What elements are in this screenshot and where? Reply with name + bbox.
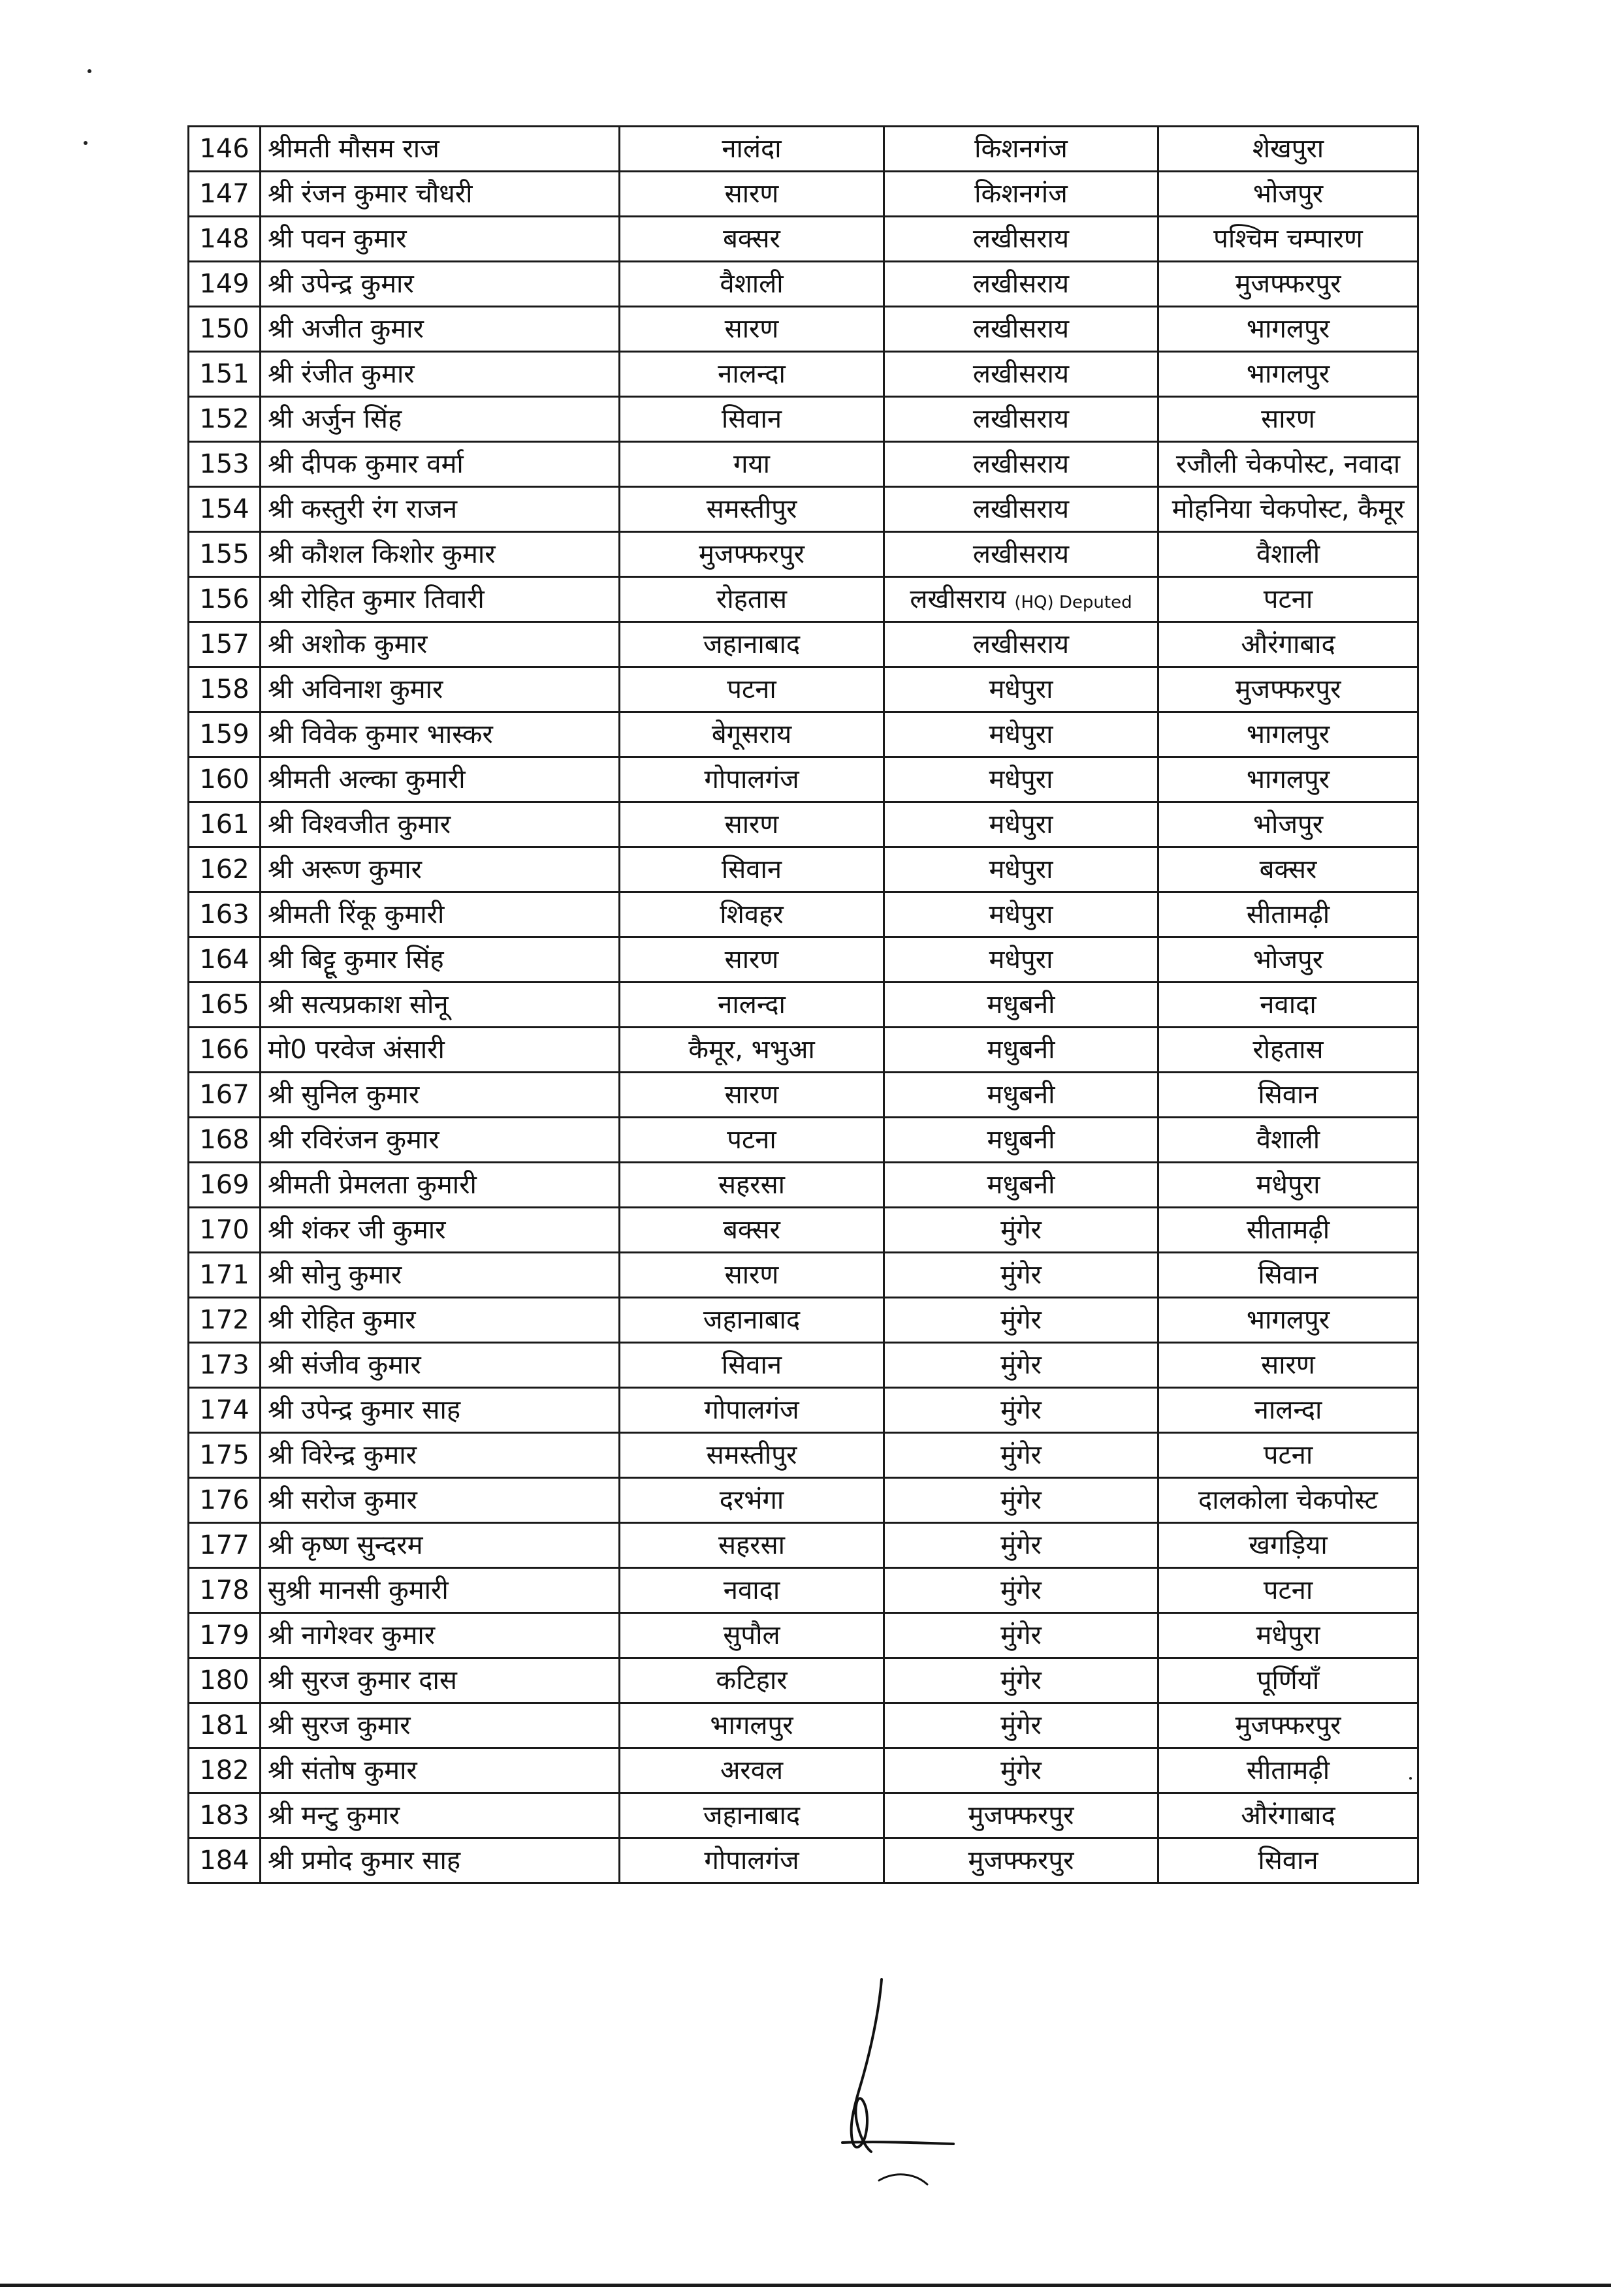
table-row xyxy=(189,1118,1418,1163)
serial-number-cell: 161 xyxy=(189,802,261,847)
officer-name-cell: श्री अरूण कुमार xyxy=(261,847,620,892)
serial-number-cell: 153 xyxy=(189,442,261,487)
table-row xyxy=(189,937,1418,983)
officer-name-cell: श्री शंकर जी कुमार xyxy=(261,1208,620,1253)
serial-number-cell: 167 xyxy=(189,1073,261,1118)
serial-number-cell: 174 xyxy=(189,1388,261,1433)
new-posting-cell: पश्चिम चम्पारण xyxy=(1158,217,1418,262)
table-row xyxy=(189,352,1418,397)
new-posting-cell: पटना xyxy=(1158,1433,1418,1478)
officer-name-cell: मो0 परवेज अंसारी xyxy=(261,1028,620,1073)
table-row xyxy=(189,1793,1418,1838)
table-row xyxy=(189,1388,1418,1433)
table-row xyxy=(189,1028,1418,1073)
table-row xyxy=(189,1748,1418,1793)
current-posting-cell: मधुबनी xyxy=(884,983,1158,1028)
officer-name-cell: श्री नागेश्वर कुमार xyxy=(261,1613,620,1658)
table-row xyxy=(189,1343,1418,1388)
new-posting-cell: शेखपुरा xyxy=(1158,127,1418,172)
new-posting-cell: सारण xyxy=(1158,1343,1418,1388)
table-row xyxy=(189,1478,1418,1523)
serial-number-cell: 164 xyxy=(189,937,261,983)
table-row xyxy=(189,1523,1418,1568)
current-posting-cell: मुंगेर xyxy=(884,1433,1158,1478)
officer-name-cell: श्री कस्तुरी रंग राजन xyxy=(261,487,620,532)
officer-name-cell: सुश्री मानसी कुमारी xyxy=(261,1568,620,1613)
officer-name-cell: श्री कौशल किशोर कुमार xyxy=(261,532,620,577)
current-posting-cell: मुंगेर xyxy=(884,1568,1158,1613)
home-district-cell: शिवहर xyxy=(620,892,884,937)
new-posting-cell: भोजपुर xyxy=(1158,172,1418,217)
home-district-cell: जहानाबाद xyxy=(620,1298,884,1343)
table-row xyxy=(189,487,1418,532)
current-posting-cell: मुंगेर xyxy=(884,1613,1158,1658)
table-row xyxy=(189,1253,1418,1298)
serial-number-cell: 163 xyxy=(189,892,261,937)
officer-name-cell: श्रीमती मौसम राज xyxy=(261,127,620,172)
new-posting-cell: मधेपुरा xyxy=(1158,1613,1418,1658)
current-posting-cell: मुजफ्फरपुर xyxy=(884,1838,1158,1883)
officer-name-cell: श्री सरोज कुमार xyxy=(261,1478,620,1523)
officer-name-cell: श्री सुरज कुमार xyxy=(261,1703,620,1748)
home-district-cell: अरवल xyxy=(620,1748,884,1793)
serial-number-cell: 183 xyxy=(189,1793,261,1838)
current-posting-cell: मधेपुरा xyxy=(884,712,1158,757)
current-posting-cell: मुंगेर xyxy=(884,1703,1158,1748)
home-district-cell: कैमूर, भभुआ xyxy=(620,1028,884,1073)
table-row xyxy=(189,622,1418,667)
serial-number-cell: 160 xyxy=(189,757,261,802)
current-posting-cell: लखीसराय (HQ) Deputed xyxy=(884,577,1158,622)
home-district-cell: नवादा xyxy=(620,1568,884,1613)
table-row xyxy=(189,532,1418,577)
home-district-cell: नालन्दा xyxy=(620,352,884,397)
serial-number-cell: 157 xyxy=(189,622,261,667)
officer-name-cell: श्री संतोष कुमार xyxy=(261,1748,620,1793)
new-posting-cell: पटना xyxy=(1158,1568,1418,1613)
serial-number-cell: 172 xyxy=(189,1298,261,1343)
current-posting-cell: मुंगेर xyxy=(884,1253,1158,1298)
table-row xyxy=(189,1568,1418,1613)
current-posting-cell: मुंगेर xyxy=(884,1748,1158,1793)
officer-name-cell: श्री प्रमोद कुमार साह xyxy=(261,1838,620,1883)
officer-name-cell: श्रीमती अल्का कुमारी xyxy=(261,757,620,802)
new-posting-cell: नवादा xyxy=(1158,983,1418,1028)
home-district-cell: मुजफ्फरपुर xyxy=(620,532,884,577)
transfer-table-body xyxy=(189,127,1418,1883)
new-posting-cell: सीतामढ़ी xyxy=(1158,892,1418,937)
current-posting-cell: लखीसराय xyxy=(884,397,1158,442)
new-posting-cell: भोजपुर xyxy=(1158,802,1418,847)
officer-name-cell: श्रीमती प्रेमलता कुमारी xyxy=(261,1163,620,1208)
home-district-cell: जहानाबाद xyxy=(620,1793,884,1838)
serial-number-cell: 178 xyxy=(189,1568,261,1613)
table-row xyxy=(189,712,1418,757)
current-posting-cell: मधुबनी xyxy=(884,1163,1158,1208)
home-district-cell: गोपालगंज xyxy=(620,1838,884,1883)
officer-name-cell: श्री उपेन्द्र कुमार xyxy=(261,262,620,307)
new-posting-cell: खगड़िया xyxy=(1158,1523,1418,1568)
home-district-cell: वैशाली xyxy=(620,262,884,307)
current-posting-cell: किशनगंज xyxy=(884,172,1158,217)
officer-name-cell: श्री संजीव कुमार xyxy=(261,1343,620,1388)
current-posting-cell: मुंगेर xyxy=(884,1523,1158,1568)
officer-name-cell: श्री कृष्ण सुन्दरम xyxy=(261,1523,620,1568)
officer-name-cell: श्री दीपक कुमार वर्मा xyxy=(261,442,620,487)
table-row xyxy=(189,577,1418,622)
home-district-cell: गोपालगंज xyxy=(620,1388,884,1433)
table-row xyxy=(189,1208,1418,1253)
new-posting-cell: सारण xyxy=(1158,397,1418,442)
new-posting-cell: भागलपुर xyxy=(1158,712,1418,757)
table-row xyxy=(189,442,1418,487)
new-posting-cell: भागलपुर xyxy=(1158,757,1418,802)
serial-number-cell: 154 xyxy=(189,487,261,532)
table-row xyxy=(189,1073,1418,1118)
serial-number-cell: 175 xyxy=(189,1433,261,1478)
home-district-cell: नालन्दा xyxy=(620,983,884,1028)
current-posting-cell: मधेपुरा xyxy=(884,757,1158,802)
current-posting-cell: मुंगेर xyxy=(884,1388,1158,1433)
serial-number-cell: 182 xyxy=(189,1748,261,1793)
officer-name-cell: श्री सोनु कुमार xyxy=(261,1253,620,1298)
page-bottom-rule xyxy=(0,2284,1611,2287)
home-district-cell: सिवान xyxy=(620,847,884,892)
new-posting-cell: सीतामढ़ी xyxy=(1158,1748,1418,1793)
new-posting-cell: मुजफ्फरपुर xyxy=(1158,262,1418,307)
officer-name-cell: श्री अविनाश कुमार xyxy=(261,667,620,712)
table-row xyxy=(189,802,1418,847)
current-posting-cell: मधुबनी xyxy=(884,1073,1158,1118)
officer-name-cell: श्री सुरज कुमार दास xyxy=(261,1658,620,1703)
serial-number-cell: 184 xyxy=(189,1838,261,1883)
home-district-cell: सारण xyxy=(620,802,884,847)
table-row xyxy=(189,1613,1418,1658)
officer-name-cell: श्री उपेन्द्र कुमार साह xyxy=(261,1388,620,1433)
current-posting-cell: मुजफ्फरपुर xyxy=(884,1793,1158,1838)
new-posting-cell: मधेपुरा xyxy=(1158,1163,1418,1208)
serial-number-cell: 176 xyxy=(189,1478,261,1523)
new-posting-cell: वैशाली xyxy=(1158,532,1418,577)
margin-mark xyxy=(88,69,91,73)
home-district-cell: भागलपुर xyxy=(620,1703,884,1748)
officer-name-cell: श्री सुनिल कुमार xyxy=(261,1073,620,1118)
current-posting-cell: लखीसराय xyxy=(884,442,1158,487)
new-posting-cell: सिवान xyxy=(1158,1253,1418,1298)
table-row xyxy=(189,983,1418,1028)
new-posting-cell: सीतामढ़ी xyxy=(1158,1208,1418,1253)
new-posting-cell: रजौली चेकपोस्ट, नवादा xyxy=(1158,442,1418,487)
new-posting-cell: पूर्णियाँ xyxy=(1158,1658,1418,1703)
serial-number-cell: 171 xyxy=(189,1253,261,1298)
serial-number-cell: 150 xyxy=(189,307,261,352)
officer-name-cell: श्री रंजीत कुमार xyxy=(261,352,620,397)
current-posting-cell: मधेपुरा xyxy=(884,847,1158,892)
table-row xyxy=(189,172,1418,217)
serial-number-cell: 149 xyxy=(189,262,261,307)
officer-name-cell: श्री रोहित कुमार तिवारी xyxy=(261,577,620,622)
current-posting-cell: लखीसराय xyxy=(884,307,1158,352)
home-district-cell: जहानाबाद xyxy=(620,622,884,667)
officer-name-cell: श्री रविरंजन कुमार xyxy=(261,1118,620,1163)
home-district-cell: समस्तीपुर xyxy=(620,1433,884,1478)
current-posting-cell: किशनगंज xyxy=(884,127,1158,172)
serial-number-cell: 170 xyxy=(189,1208,261,1253)
new-posting-cell: औरंगाबाद xyxy=(1158,622,1418,667)
serial-number-cell: 181 xyxy=(189,1703,261,1748)
serial-number-cell: 146 xyxy=(189,127,261,172)
home-district-cell: सारण xyxy=(620,1253,884,1298)
table-row xyxy=(189,847,1418,892)
home-district-cell: रोहतास xyxy=(620,577,884,622)
officer-name-cell: श्री अर्जुन सिंह xyxy=(261,397,620,442)
table-row xyxy=(189,397,1418,442)
officer-name-cell: श्री पवन कुमार xyxy=(261,217,620,262)
home-district-cell: पटना xyxy=(620,667,884,712)
table-row xyxy=(189,892,1418,937)
table-row xyxy=(189,667,1418,712)
current-posting-cell: लखीसराय xyxy=(884,622,1158,667)
new-posting-cell: मोहनिया चेकपोस्ट, कैमूर xyxy=(1158,487,1418,532)
current-posting-cell: मुंगेर xyxy=(884,1478,1158,1523)
transfer-table xyxy=(187,125,1419,1884)
officer-name-cell: श्रीमती रिंकू कुमारी xyxy=(261,892,620,937)
current-posting-cell: लखीसराय xyxy=(884,352,1158,397)
home-district-cell: नालंदा xyxy=(620,127,884,172)
serial-number-cell: 148 xyxy=(189,217,261,262)
officer-name-cell: श्री अशोक कुमार xyxy=(261,622,620,667)
table-row xyxy=(189,262,1418,307)
serial-number-cell: 177 xyxy=(189,1523,261,1568)
table-row xyxy=(189,1433,1418,1478)
home-district-cell: सारण xyxy=(620,172,884,217)
new-posting-cell: भागलपुर xyxy=(1158,307,1418,352)
officer-name-cell: श्री अजीत कुमार xyxy=(261,307,620,352)
serial-number-cell: 166 xyxy=(189,1028,261,1073)
officer-name-cell: श्री विश्वजीत कुमार xyxy=(261,802,620,847)
current-posting-cell: लखीसराय xyxy=(884,532,1158,577)
current-posting-cell: मुंगेर xyxy=(884,1208,1158,1253)
table-row xyxy=(189,1658,1418,1703)
home-district-cell: बक्सर xyxy=(620,217,884,262)
new-posting-cell: मुजफ्फरपुर xyxy=(1158,667,1418,712)
new-posting-cell: दालकोला चेकपोस्ट xyxy=(1158,1478,1418,1523)
new-posting-cell: सिवान xyxy=(1158,1838,1418,1883)
home-district-cell: गोपालगंज xyxy=(620,757,884,802)
home-district-cell: बक्सर xyxy=(620,1208,884,1253)
home-district-cell: सहरसा xyxy=(620,1163,884,1208)
officer-name-cell: श्री रोहित कुमार xyxy=(261,1298,620,1343)
home-district-cell: सारण xyxy=(620,1073,884,1118)
home-district-cell: बेगूसराय xyxy=(620,712,884,757)
current-posting-cell: मधेपुरा xyxy=(884,667,1158,712)
posting-note: (HQ) Deputed xyxy=(1014,593,1132,612)
serial-number-cell: 173 xyxy=(189,1343,261,1388)
new-posting-cell: बक्सर xyxy=(1158,847,1418,892)
new-posting-cell: मुजफ्फरपुर xyxy=(1158,1703,1418,1748)
current-posting-cell: मधुबनी xyxy=(884,1118,1158,1163)
home-district-cell: सारण xyxy=(620,937,884,983)
new-posting-cell: नालन्दा xyxy=(1158,1388,1418,1433)
current-posting-cell: मधुबनी xyxy=(884,1028,1158,1073)
home-district-cell: दरभंगा xyxy=(620,1478,884,1523)
new-posting-cell: भागलपुर xyxy=(1158,352,1418,397)
serial-number-cell: 169 xyxy=(189,1163,261,1208)
officer-name-cell: श्री मन्टु कुमार xyxy=(261,1793,620,1838)
current-posting-cell: मधेपुरा xyxy=(884,892,1158,937)
current-posting-cell: मुंगेर xyxy=(884,1298,1158,1343)
home-district-cell: पटना xyxy=(620,1118,884,1163)
current-posting-cell: मधेपुरा xyxy=(884,937,1158,983)
serial-number-cell: 168 xyxy=(189,1118,261,1163)
new-posting-cell: औरंगाबाद xyxy=(1158,1793,1418,1838)
table-row xyxy=(189,1838,1418,1883)
new-posting-cell: रोहतास xyxy=(1158,1028,1418,1073)
serial-number-cell: 162 xyxy=(189,847,261,892)
table-row xyxy=(189,127,1418,172)
serial-number-cell: 155 xyxy=(189,532,261,577)
serial-number-cell: 180 xyxy=(189,1658,261,1703)
current-posting-cell: मुंगेर xyxy=(884,1343,1158,1388)
new-posting-cell: पटना xyxy=(1158,577,1418,622)
home-district-cell: कटिहार xyxy=(620,1658,884,1703)
home-district-cell: समस्तीपुर xyxy=(620,487,884,532)
serial-number-cell: 156 xyxy=(189,577,261,622)
table-row xyxy=(189,307,1418,352)
table-row xyxy=(189,757,1418,802)
serial-number-cell: 179 xyxy=(189,1613,261,1658)
home-district-cell: सिवान xyxy=(620,1343,884,1388)
current-posting-cell: लखीसराय xyxy=(884,217,1158,262)
officer-name-cell: श्री विरेन्द्र कुमार xyxy=(261,1433,620,1478)
home-district-cell: सहरसा xyxy=(620,1523,884,1568)
table-row xyxy=(189,1703,1418,1748)
home-district-cell: सिवान xyxy=(620,397,884,442)
officer-name-cell: श्री सत्यप्रकाश सोनू xyxy=(261,983,620,1028)
signature xyxy=(816,1972,986,2187)
table-row xyxy=(189,217,1418,262)
home-district-cell: सारण xyxy=(620,307,884,352)
officer-name-cell: श्री विवेक कुमार भास्कर xyxy=(261,712,620,757)
serial-number-cell: 165 xyxy=(189,983,261,1028)
officer-name-cell: श्री रंजन कुमार चौधरी xyxy=(261,172,620,217)
new-posting-cell: वैशाली xyxy=(1158,1118,1418,1163)
officer-name-cell: श्री बिट्टू कुमार सिंह xyxy=(261,937,620,983)
home-district-cell: गया xyxy=(620,442,884,487)
new-posting-cell: सिवान xyxy=(1158,1073,1418,1118)
serial-number-cell: 152 xyxy=(189,397,261,442)
current-posting-cell: लखीसराय xyxy=(884,262,1158,307)
serial-number-cell: 159 xyxy=(189,712,261,757)
new-posting-cell: भागलपुर xyxy=(1158,1298,1418,1343)
table-row xyxy=(189,1163,1418,1208)
serial-number-cell: 147 xyxy=(189,172,261,217)
current-posting-cell: मुंगेर xyxy=(884,1658,1158,1703)
serial-number-cell: 151 xyxy=(189,352,261,397)
current-posting-cell: मधेपुरा xyxy=(884,802,1158,847)
margin-mark xyxy=(84,141,88,145)
serial-number-cell: 158 xyxy=(189,667,261,712)
table-row xyxy=(189,1298,1418,1343)
current-posting-cell: लखीसराय xyxy=(884,487,1158,532)
home-district-cell: सुपौल xyxy=(620,1613,884,1658)
new-posting-cell: भोजपुर xyxy=(1158,937,1418,983)
